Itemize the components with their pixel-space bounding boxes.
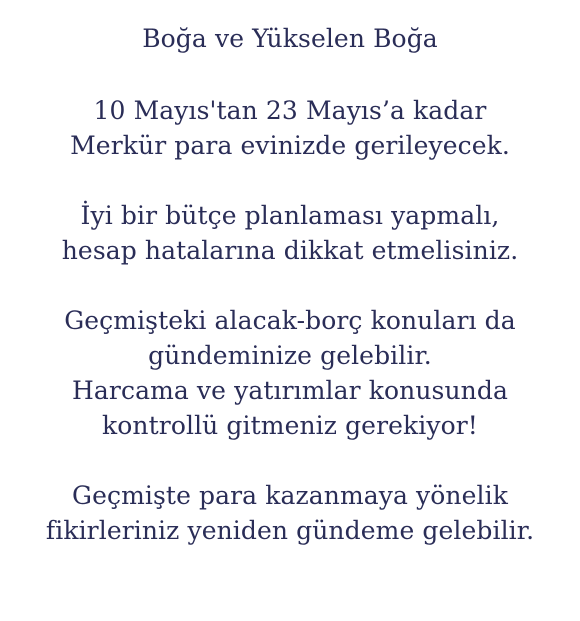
paragraph-line: Harcama ve yatırımlar konusunda <box>72 376 508 405</box>
paragraph-line: kontrollü gitmeniz gerekiyor! <box>102 411 478 440</box>
paragraph-line: 10 Mayıs'tan 23 Mayıs’a kadar <box>93 96 487 125</box>
paragraph-debts-investments <box>0 303 580 443</box>
paragraph-line: Geçmişte para kazanmaya yönelik <box>72 481 508 510</box>
paragraph-line: Geçmişteki alacak-borç konuları da <box>64 306 516 335</box>
document-title: Boğa ve Yükselen Boğa <box>142 24 438 53</box>
paragraph-line: fikirleriniz yeniden gündeme gelebilir. <box>45 516 535 545</box>
paragraph-line: gündeminize gelebilir. <box>148 341 432 370</box>
paragraph-budget-advice <box>0 198 580 268</box>
paragraph-line: hesap hatalarına dikkat etmelisiniz. <box>61 236 519 265</box>
paragraph-line: İyi bir bütçe planlaması yapmalı, <box>80 201 500 230</box>
paragraph-line: Merkür para evinizde gerileyecek. <box>70 131 510 160</box>
paragraph-mercury-retrograde <box>0 93 580 163</box>
paragraph-earning-ideas <box>0 478 580 548</box>
